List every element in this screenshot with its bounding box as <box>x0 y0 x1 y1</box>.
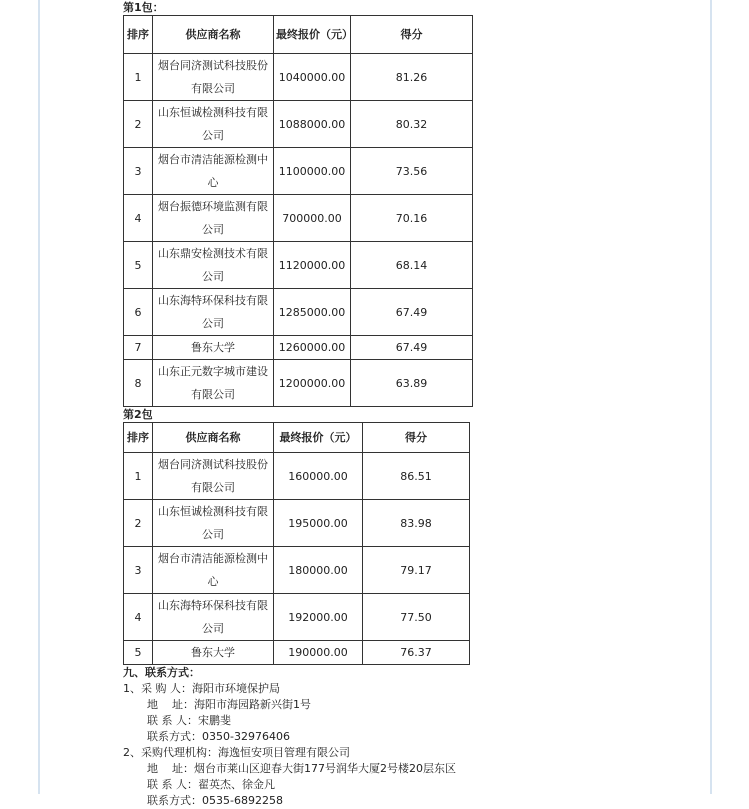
header-price: 最终报价（元） <box>274 16 351 54</box>
cell-price: 195000.00 <box>274 500 363 547</box>
cell-supplier: 山东海特环保科技有限公司 <box>153 289 274 336</box>
cell-rank: 3 <box>124 547 153 594</box>
cell-rank: 2 <box>124 500 153 547</box>
table-row <box>124 360 473 407</box>
cell-supplier: 鲁东大学 <box>153 336 274 360</box>
header-rank: 排序 <box>124 16 153 54</box>
contact-line: 地 址：烟台市莱山区迎春大街177号润华大厦2号楼20层东区 <box>147 762 456 775</box>
cell-supplier: 烟台振德环境监测有限公司 <box>153 195 274 242</box>
cell-supplier: 烟台同济测试科技股份有限公司 <box>153 453 274 500</box>
cell-rank: 7 <box>124 336 153 360</box>
contact-line: 联系方式：0350-32976406 <box>147 730 290 743</box>
cell-score: 76.37 <box>363 641 470 665</box>
cell-rank: 1 <box>124 453 153 500</box>
page-left-border <box>38 0 40 794</box>
cell-price: 160000.00 <box>274 453 363 500</box>
header-score: 得分 <box>363 423 470 453</box>
contact-line: 联 系 人：宋鹏斐 <box>147 714 231 727</box>
cell-supplier: 山东鼎安检测技术有限公司 <box>153 242 274 289</box>
contact-line: 联系方式：0535-6892258 <box>147 794 283 807</box>
cell-score: 81.26 <box>351 54 473 101</box>
cell-price: 1088000.00 <box>274 101 351 148</box>
cell-price: 180000.00 <box>274 547 363 594</box>
cell-score: 70.16 <box>351 195 473 242</box>
cell-price: 1120000.00 <box>274 242 351 289</box>
contact-line: 2、采购代理机构：海逸恒安项目管理有限公司 <box>123 746 350 759</box>
table-row <box>124 336 473 360</box>
header-rank: 排序 <box>124 423 153 453</box>
score-table <box>123 422 470 665</box>
cell-supplier: 鲁东大学 <box>153 641 274 665</box>
cell-score: 67.49 <box>351 289 473 336</box>
document-content <box>123 0 713 809</box>
cell-supplier: 山东恒诚检测科技有限公司 <box>153 500 274 547</box>
cell-rank: 8 <box>124 360 153 407</box>
table-header-row <box>124 423 470 453</box>
cell-rank: 1 <box>124 54 153 101</box>
cell-score: 67.49 <box>351 336 473 360</box>
cell-rank: 4 <box>124 594 153 641</box>
cell-price: 1040000.00 <box>274 54 351 101</box>
cell-score: 73.56 <box>351 148 473 195</box>
contact-line: 联 系 人：翟英杰、徐金凡 <box>147 778 275 791</box>
cell-score: 86.51 <box>363 453 470 500</box>
contact-section <box>123 665 713 809</box>
cell-price: 700000.00 <box>274 195 351 242</box>
cell-rank: 5 <box>124 242 153 289</box>
table-row <box>124 453 470 500</box>
cell-rank: 4 <box>124 195 153 242</box>
cell-price: 190000.00 <box>274 641 363 665</box>
table-row <box>124 547 470 594</box>
table-row <box>124 641 470 665</box>
table-row <box>124 101 473 148</box>
contact-line: 1、采 购 人：海阳市环境保护局 <box>123 682 280 695</box>
header-supplier: 供应商名称 <box>153 16 274 54</box>
header-score: 得分 <box>351 16 473 54</box>
cell-rank: 5 <box>124 641 153 665</box>
cell-score: 68.14 <box>351 242 473 289</box>
cell-score: 80.32 <box>351 101 473 148</box>
cell-supplier: 山东海特环保科技有限公司 <box>153 594 274 641</box>
header-price: 最终报价（元） <box>274 423 363 453</box>
table-row <box>124 289 473 336</box>
contact-line: 地 址：海阳市海园路新兴街1号 <box>147 698 311 711</box>
cell-price: 1100000.00 <box>274 148 351 195</box>
cell-score: 77.50 <box>363 594 470 641</box>
cell-supplier: 烟台市清洁能源检测中心 <box>153 547 274 594</box>
table-row <box>124 500 470 547</box>
cell-score: 63.89 <box>351 360 473 407</box>
cell-price: 192000.00 <box>274 594 363 641</box>
table-row <box>124 242 473 289</box>
cell-supplier: 烟台市清洁能源检测中心 <box>153 148 274 195</box>
cell-supplier: 烟台同济测试科技股份有限公司 <box>153 54 274 101</box>
cell-price: 1260000.00 <box>274 336 351 360</box>
table-header-row <box>124 16 473 54</box>
score-table <box>123 15 473 407</box>
cell-rank: 6 <box>124 289 153 336</box>
cell-price: 1285000.00 <box>274 289 351 336</box>
table-row <box>124 54 473 101</box>
contact-heading: 九、联系方式： <box>123 666 200 679</box>
contact-lines <box>123 681 713 809</box>
cell-rank: 2 <box>124 101 153 148</box>
table-row <box>124 594 470 641</box>
package-title: 第1包： <box>123 1 164 14</box>
cell-supplier: 山东恒诚检测科技有限公司 <box>153 101 274 148</box>
package-title: 第2包 <box>123 408 153 421</box>
table-row <box>124 195 473 242</box>
cell-price: 1200000.00 <box>274 360 351 407</box>
cell-supplier: 山东正元数字城市建设有限公司 <box>153 360 274 407</box>
results-section <box>123 0 713 665</box>
cell-score: 79.17 <box>363 547 470 594</box>
header-supplier: 供应商名称 <box>153 423 274 453</box>
table-row <box>124 148 473 195</box>
cell-rank: 3 <box>124 148 153 195</box>
cell-score: 83.98 <box>363 500 470 547</box>
